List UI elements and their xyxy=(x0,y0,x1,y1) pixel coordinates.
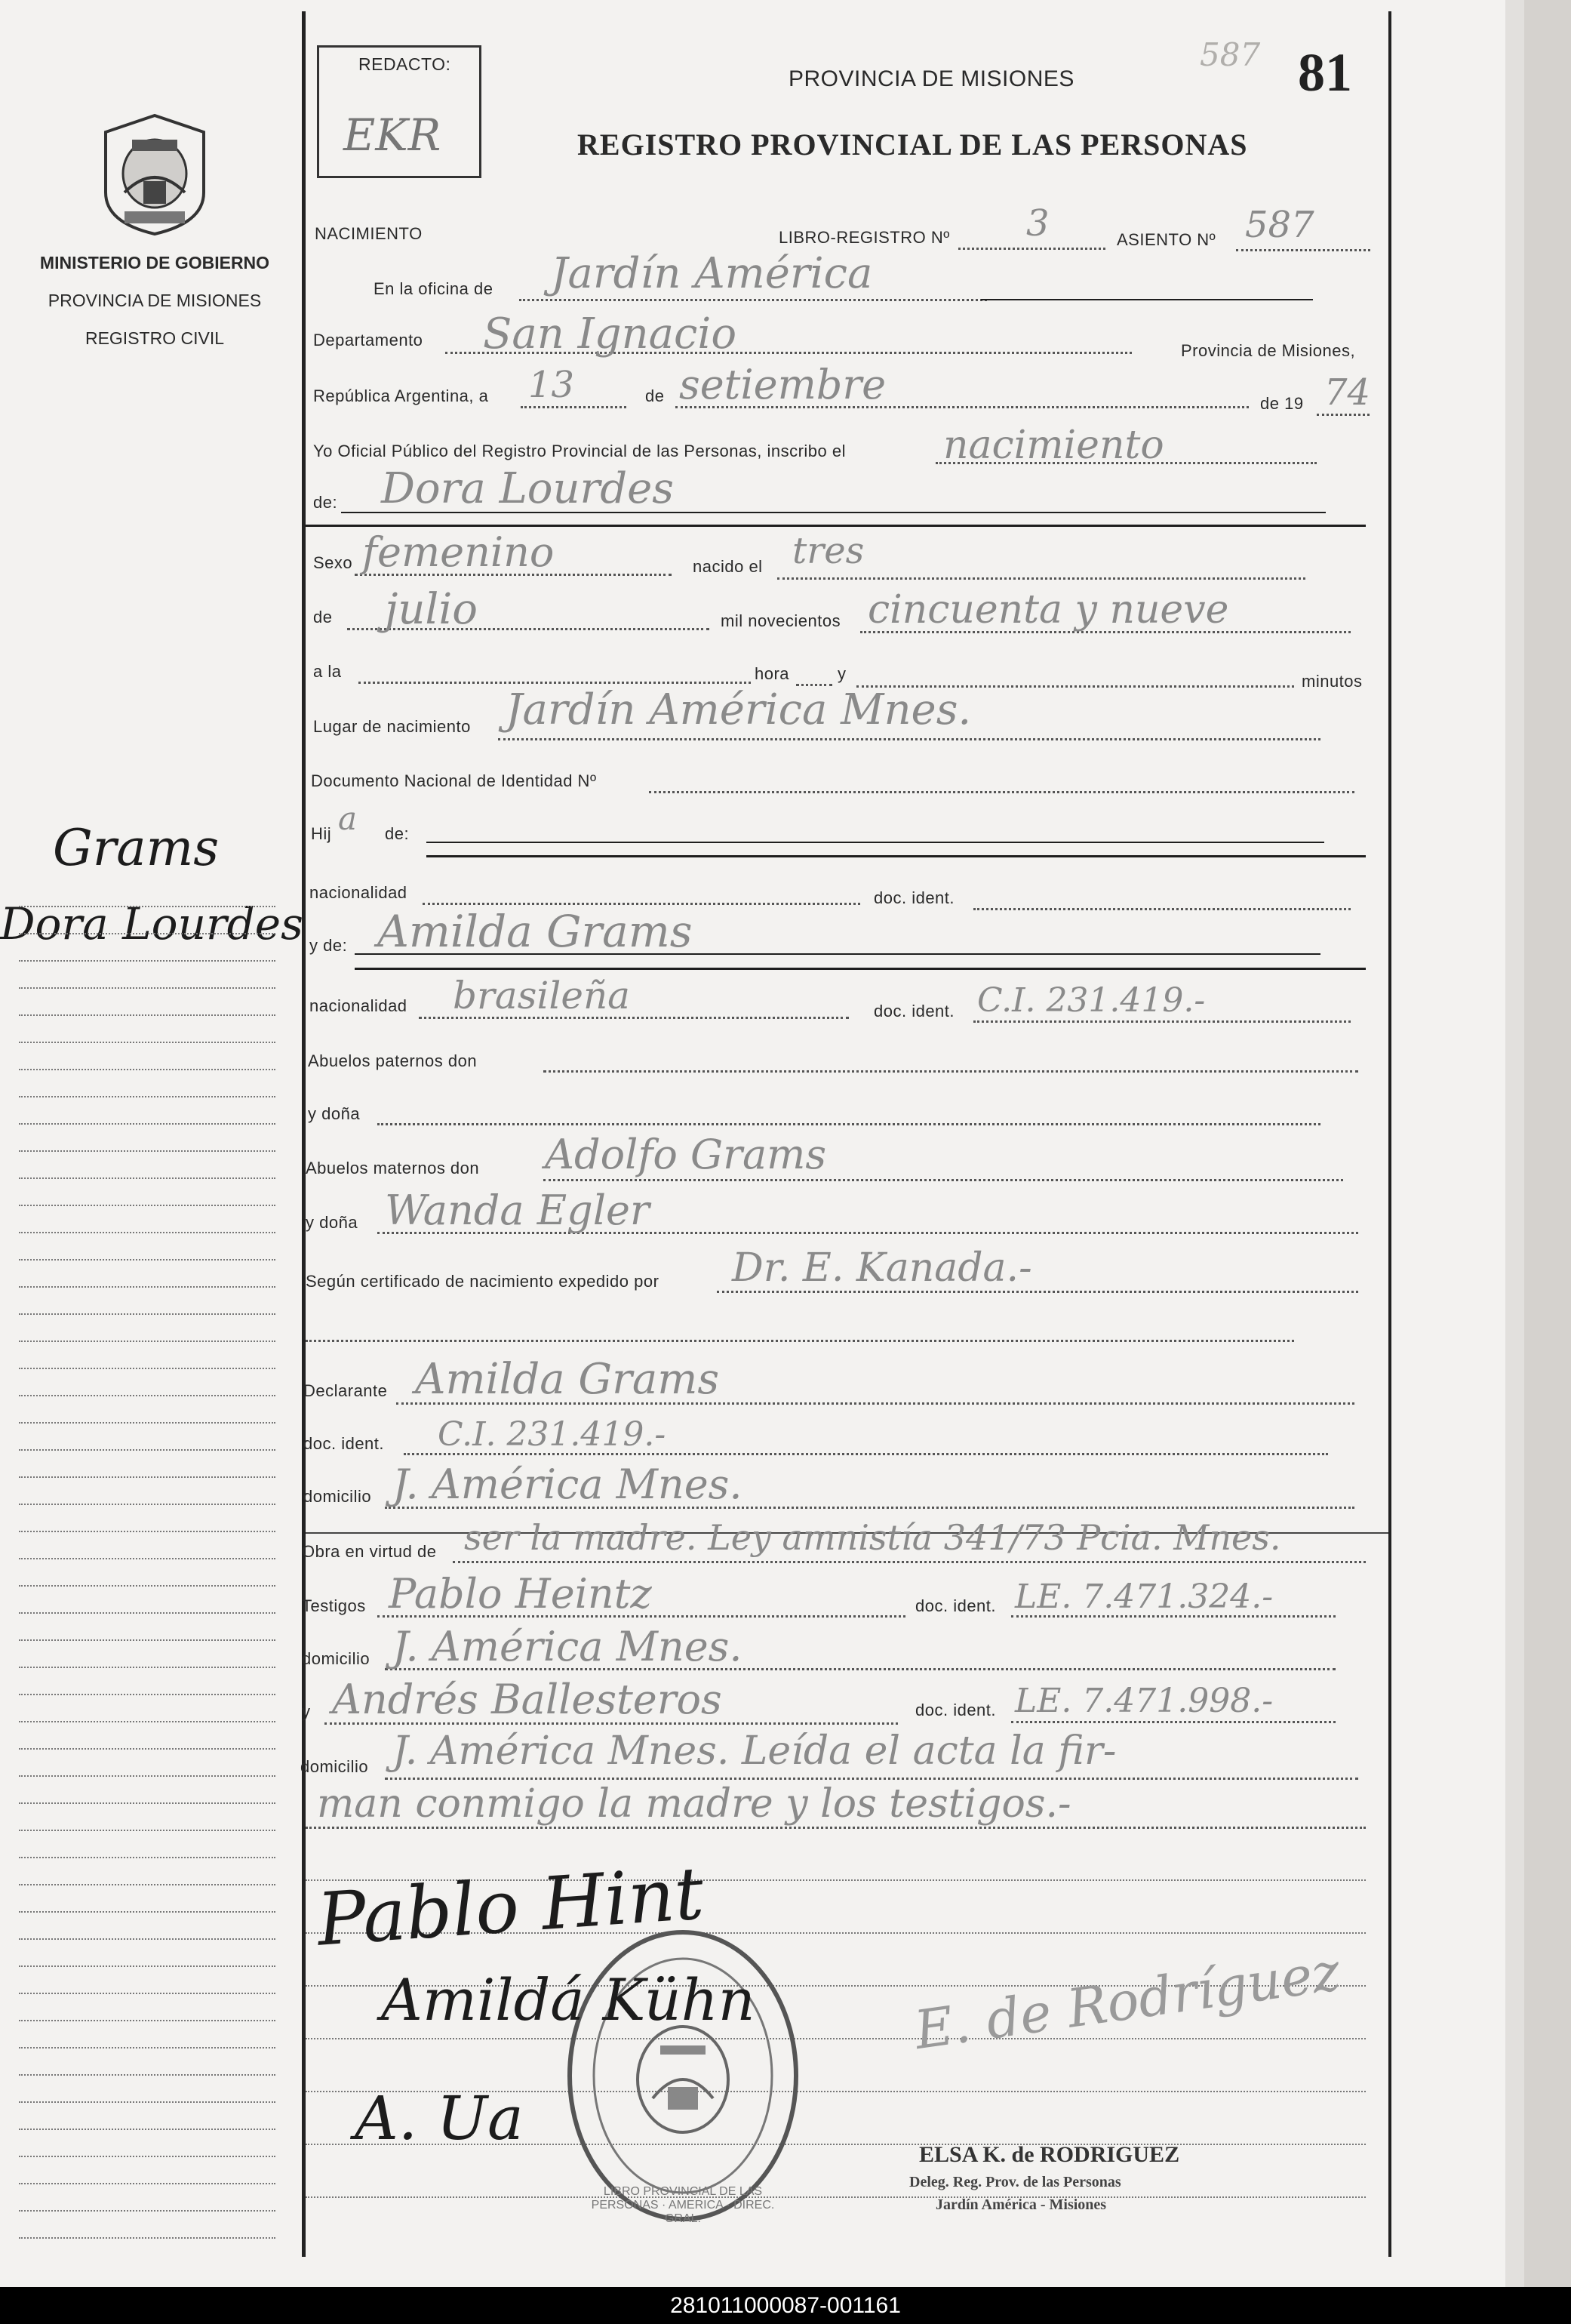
doc-madre-label: doc. ident. xyxy=(874,1002,955,1020)
signature-testigo1: Pablo Hint xyxy=(314,1851,707,1962)
segun2-dots xyxy=(306,1340,1294,1342)
anio-value: 74 xyxy=(1324,371,1371,414)
oficina-value: Jardín América xyxy=(551,249,873,298)
libro-label: LIBRO-REGISTRO Nº xyxy=(779,228,950,247)
margin-ruled-line xyxy=(19,1368,275,1369)
margin-ruled-line xyxy=(19,1177,275,1179)
margin-ruled-line xyxy=(19,2183,275,2184)
nombre-thick-line xyxy=(306,525,1366,527)
margin-ruled-line xyxy=(19,2074,275,2076)
de-colon-label: de: xyxy=(313,493,338,512)
nombre-value: Dora Lourdes xyxy=(381,464,675,513)
ministry-heading: MINISTERIO DE GOBIERNO xyxy=(39,253,270,272)
margin-ruled-line xyxy=(19,1531,275,1532)
redacto-initials: EKR xyxy=(343,109,441,161)
official-stamp-role: Deleg. Reg. Prov. de las Personas xyxy=(909,2174,1121,2190)
margin-ruled-line xyxy=(19,2129,275,2130)
margin-ruled-line xyxy=(19,1965,275,1967)
dni-label: Documento Nacional de Identidad Nº xyxy=(311,771,597,790)
margin-ruled-line xyxy=(19,1830,275,1831)
hij-suffix: a xyxy=(338,800,358,837)
page-edge-shadow xyxy=(1524,0,1571,2287)
signature-ruled-line xyxy=(306,2196,1366,2198)
provincia-label: Provincia de Misiones, xyxy=(1181,341,1356,360)
dia-dots xyxy=(521,406,626,408)
margin-ruled-line xyxy=(19,1069,275,1070)
a-la-dots xyxy=(358,682,751,684)
lugar-label: Lugar de nacimiento xyxy=(313,717,471,736)
official-stamp-place: Jardín América - Misiones xyxy=(936,2196,1107,2213)
sexo-value: femenino xyxy=(362,528,555,576)
abuelos-maternos-label: Abuelos maternos don xyxy=(306,1159,480,1177)
margin-ruled-line xyxy=(19,1123,275,1125)
dia-value: 13 xyxy=(528,364,575,406)
de19-label: de 19 xyxy=(1260,394,1304,413)
seal-text: LIBRO PROVINCIAL DE LAS PERSONAS · AMERICA · DIREC. GRAL. xyxy=(591,2185,775,2225)
margin-ruled-line xyxy=(19,1884,275,1885)
segun-label: Según certificado de nacimiento expedido por xyxy=(306,1272,659,1291)
oficina-label: En la oficina de xyxy=(374,279,493,298)
testigos-label: Testigos xyxy=(302,1596,366,1615)
signature-testigo2: A. Ua xyxy=(355,2083,524,2153)
padre-line xyxy=(426,842,1324,843)
doc-padre-dots xyxy=(973,908,1351,910)
obra-value: ser la madre. Ley amnistía 341/73 Pcia. Mnes. xyxy=(464,1517,1281,1558)
hora-label: hora xyxy=(755,664,790,683)
registry-title: REGISTRO PROVINCIAL DE LAS PERSONAS xyxy=(577,128,1248,162)
abuelo-materno-value: Adolfo Grams xyxy=(545,1131,827,1178)
doc-testigo1-label: doc. ident. xyxy=(915,1596,997,1615)
obra-label: Obra en virtud de xyxy=(302,1542,437,1561)
margin-ruled-line xyxy=(19,933,275,934)
madre-thick-line xyxy=(355,968,1366,970)
margin-ruled-line xyxy=(19,1422,275,1424)
nacionalidad-madre-value: brasileña xyxy=(453,974,630,1017)
de2-label: de xyxy=(313,608,333,626)
domicilio-declarante-label: domicilio xyxy=(303,1487,372,1506)
yo-oficial-label: Yo Oficial Público del Registro Provincial de las Personas, inscribo el xyxy=(313,442,847,460)
mil-novecientos-label: mil novecientos xyxy=(721,611,841,630)
margin-ruled-line xyxy=(19,1259,275,1261)
nacionalidad-padre-dots xyxy=(423,903,860,905)
libro-dots xyxy=(958,248,1105,250)
margin-ruled-line xyxy=(19,1286,275,1288)
margin-ruled-line xyxy=(19,2020,275,2021)
de-label: de xyxy=(645,386,665,405)
declarante-value: Amilda Grams xyxy=(415,1355,720,1404)
margin-ruled-line xyxy=(19,1938,275,1940)
y-de-label: y de: xyxy=(309,936,348,955)
sexo-label: Sexo xyxy=(313,553,353,572)
margin-ruled-line xyxy=(19,1341,275,1342)
y-dona-paterna-label: y doña xyxy=(308,1104,361,1123)
doc-declarante-label: doc. ident. xyxy=(303,1434,385,1453)
left-province-heading: PROVINCIA DE MISIONES xyxy=(48,291,262,310)
margin-ruled-line xyxy=(19,1205,275,1206)
margin-ruled-line xyxy=(19,1748,275,1750)
doc-testigo2-label: doc. ident. xyxy=(915,1701,997,1719)
a-la-label: a la xyxy=(313,662,342,681)
asiento-label: ASIENTO Nº xyxy=(1117,230,1216,249)
margin-ruled-line xyxy=(19,1612,275,1614)
margin-ruled-line xyxy=(19,1232,275,1233)
archive-id: 281011000087-001161 xyxy=(0,2287,1571,2324)
doc-testigo1-value: LE. 7.471.324.- xyxy=(1015,1578,1274,1616)
domicilio-testigo2-label: domicilio xyxy=(300,1757,369,1776)
continuacion-dots xyxy=(306,1827,1366,1829)
margin-ruled-line xyxy=(19,987,275,989)
page-number: 81 xyxy=(1298,42,1352,103)
oficina-line xyxy=(981,299,1313,300)
oficina-dots xyxy=(519,299,987,301)
margin-ruled-line xyxy=(19,1395,275,1396)
minutos-label: minutos xyxy=(1302,672,1363,691)
province-title: PROVINCIA DE MISIONES xyxy=(789,66,1074,91)
nacido-mes-value: julio xyxy=(385,585,478,634)
doc-madre-value: C.I. 231.419.- xyxy=(977,981,1206,1020)
margin-ruled-line xyxy=(19,1042,275,1043)
margin-ruled-line xyxy=(19,1476,275,1478)
coat-of-arms-icon xyxy=(98,109,211,238)
margin-ruled-line xyxy=(19,1150,275,1152)
margin-ruled-line xyxy=(19,2101,275,2103)
hij-de-label: de: xyxy=(385,824,410,843)
form-right-border xyxy=(1388,11,1391,2257)
registry-heading: REGISTRO CIVIL xyxy=(85,328,225,348)
margin-ruled-line xyxy=(19,1558,275,1559)
nacionalidad-padre-label: nacionalidad xyxy=(309,883,407,902)
margin-ruled-line xyxy=(19,1857,275,1858)
margin-ruled-line xyxy=(19,1449,275,1451)
redacto-label: REDACTO: xyxy=(358,54,451,74)
margin-ruled-line xyxy=(19,1694,275,1695)
dni-dots xyxy=(649,791,1354,793)
departamento-value: San Ignacio xyxy=(483,309,737,359)
page-number-pencil: 587 xyxy=(1200,36,1261,73)
acto-value: nacimiento xyxy=(943,423,1164,468)
asiento-dots xyxy=(1236,249,1370,251)
margin-ruled-line xyxy=(19,2156,275,2157)
margin-surname: Grams xyxy=(53,819,220,877)
margin-ruled-line xyxy=(19,1993,275,1994)
margin-ruled-line xyxy=(19,1585,275,1587)
doc-testigo2-dots xyxy=(1011,1721,1336,1723)
margin-ruled-line xyxy=(19,1504,275,1505)
official-stamp-name: ELSA K. de RODRIGUEZ xyxy=(919,2142,1180,2167)
mes-value: setiembre xyxy=(679,361,887,408)
anio-dots xyxy=(1317,414,1370,416)
domicilio-testigo2-value: J. América Mnes. Leída el acta la fir- xyxy=(392,1728,1117,1774)
nacido-el-label: nacido el xyxy=(693,557,763,576)
testigo1-value: Pablo Heintz xyxy=(389,1570,652,1618)
asiento-value: 587 xyxy=(1245,204,1314,246)
abuelos-paternos-dots xyxy=(543,1070,1358,1073)
signature-official: E. de Rodríguez xyxy=(911,1940,1344,2062)
nacido-anio-value: cincuenta y nueve xyxy=(868,587,1229,633)
margin-ruled-line xyxy=(19,1096,275,1097)
certificado-value: Dr. E. Kanada.- xyxy=(732,1245,1032,1291)
nacimiento-label: NACIMIENTO xyxy=(315,224,423,243)
abuela-materna-value: Wanda Egler xyxy=(385,1187,650,1234)
margin-ruled-line xyxy=(19,1639,275,1641)
y-dona-materna-label: y doña xyxy=(306,1213,358,1232)
abuelos-paternos-label: Abuelos paternos don xyxy=(308,1051,478,1070)
margin-ruled-line xyxy=(19,2237,275,2239)
doc-declarante-value: C.I. 231.419.- xyxy=(438,1415,666,1454)
hij-label: Hij xyxy=(311,824,332,843)
lugar-value: Jardín América Mnes. xyxy=(506,685,972,734)
margin-given-names: Dora Lourdes xyxy=(0,898,303,950)
segun-dots xyxy=(717,1291,1358,1293)
lugar-dots xyxy=(498,738,1320,740)
republica-label: República Argentina, a xyxy=(313,386,489,405)
margin-ruled-line xyxy=(19,1802,275,1804)
doc-padre-label: doc. ident. xyxy=(874,888,955,907)
margin-ruled-line xyxy=(19,1313,275,1315)
margin-ruled-line xyxy=(19,1667,275,1668)
madre-value: Amilda Grams xyxy=(377,906,693,957)
form-left-border xyxy=(302,11,306,2257)
doc-madre-dots xyxy=(973,1020,1351,1023)
nacido-dots xyxy=(777,577,1305,580)
domicilio-testigo1-value: J. América Mnes. xyxy=(392,1623,742,1670)
abuelo-materno-dots xyxy=(543,1179,1343,1181)
margin-ruled-line xyxy=(19,906,275,907)
margin-ruled-line xyxy=(19,1014,275,1016)
margin-ruled-line xyxy=(19,2210,275,2212)
signature-madre: Amildá Kühn xyxy=(381,1966,755,2033)
margin-ruled-line xyxy=(19,1911,275,1913)
padre-thick-line xyxy=(426,855,1366,857)
abuela-paterna-dots xyxy=(377,1123,1320,1125)
doc-testigo2-value: LE. 7.471.998.- xyxy=(1015,1682,1274,1720)
domicilio-declarante-value: J. América Mnes. xyxy=(392,1461,742,1508)
margin-ruled-line xyxy=(19,2047,275,2049)
domicilio-testigo1-label: domicilio xyxy=(302,1649,370,1668)
libro-value: 3 xyxy=(1026,202,1050,245)
testigo2-value: Andrés Ballesteros xyxy=(332,1676,722,1723)
margin-ruled-line xyxy=(19,1775,275,1777)
y-label: y xyxy=(838,664,847,683)
declarante-label: Declarante xyxy=(303,1381,388,1400)
departamento-label: Departamento xyxy=(313,331,423,349)
margin-ruled-line xyxy=(19,1721,275,1722)
nacionalidad-madre-label: nacionalidad xyxy=(309,996,407,1015)
y-testigo2-label: y xyxy=(302,1702,311,1721)
signature-ruled-line xyxy=(306,2038,1366,2039)
margin-ruled-line xyxy=(19,960,275,962)
nacido-dia-value: tres xyxy=(792,530,865,572)
obra-dots xyxy=(453,1561,1366,1563)
continuacion-value: man conmigo la madre y los testigos.- xyxy=(317,1781,1071,1827)
domicilio-testigo2-dots xyxy=(385,1778,1358,1780)
